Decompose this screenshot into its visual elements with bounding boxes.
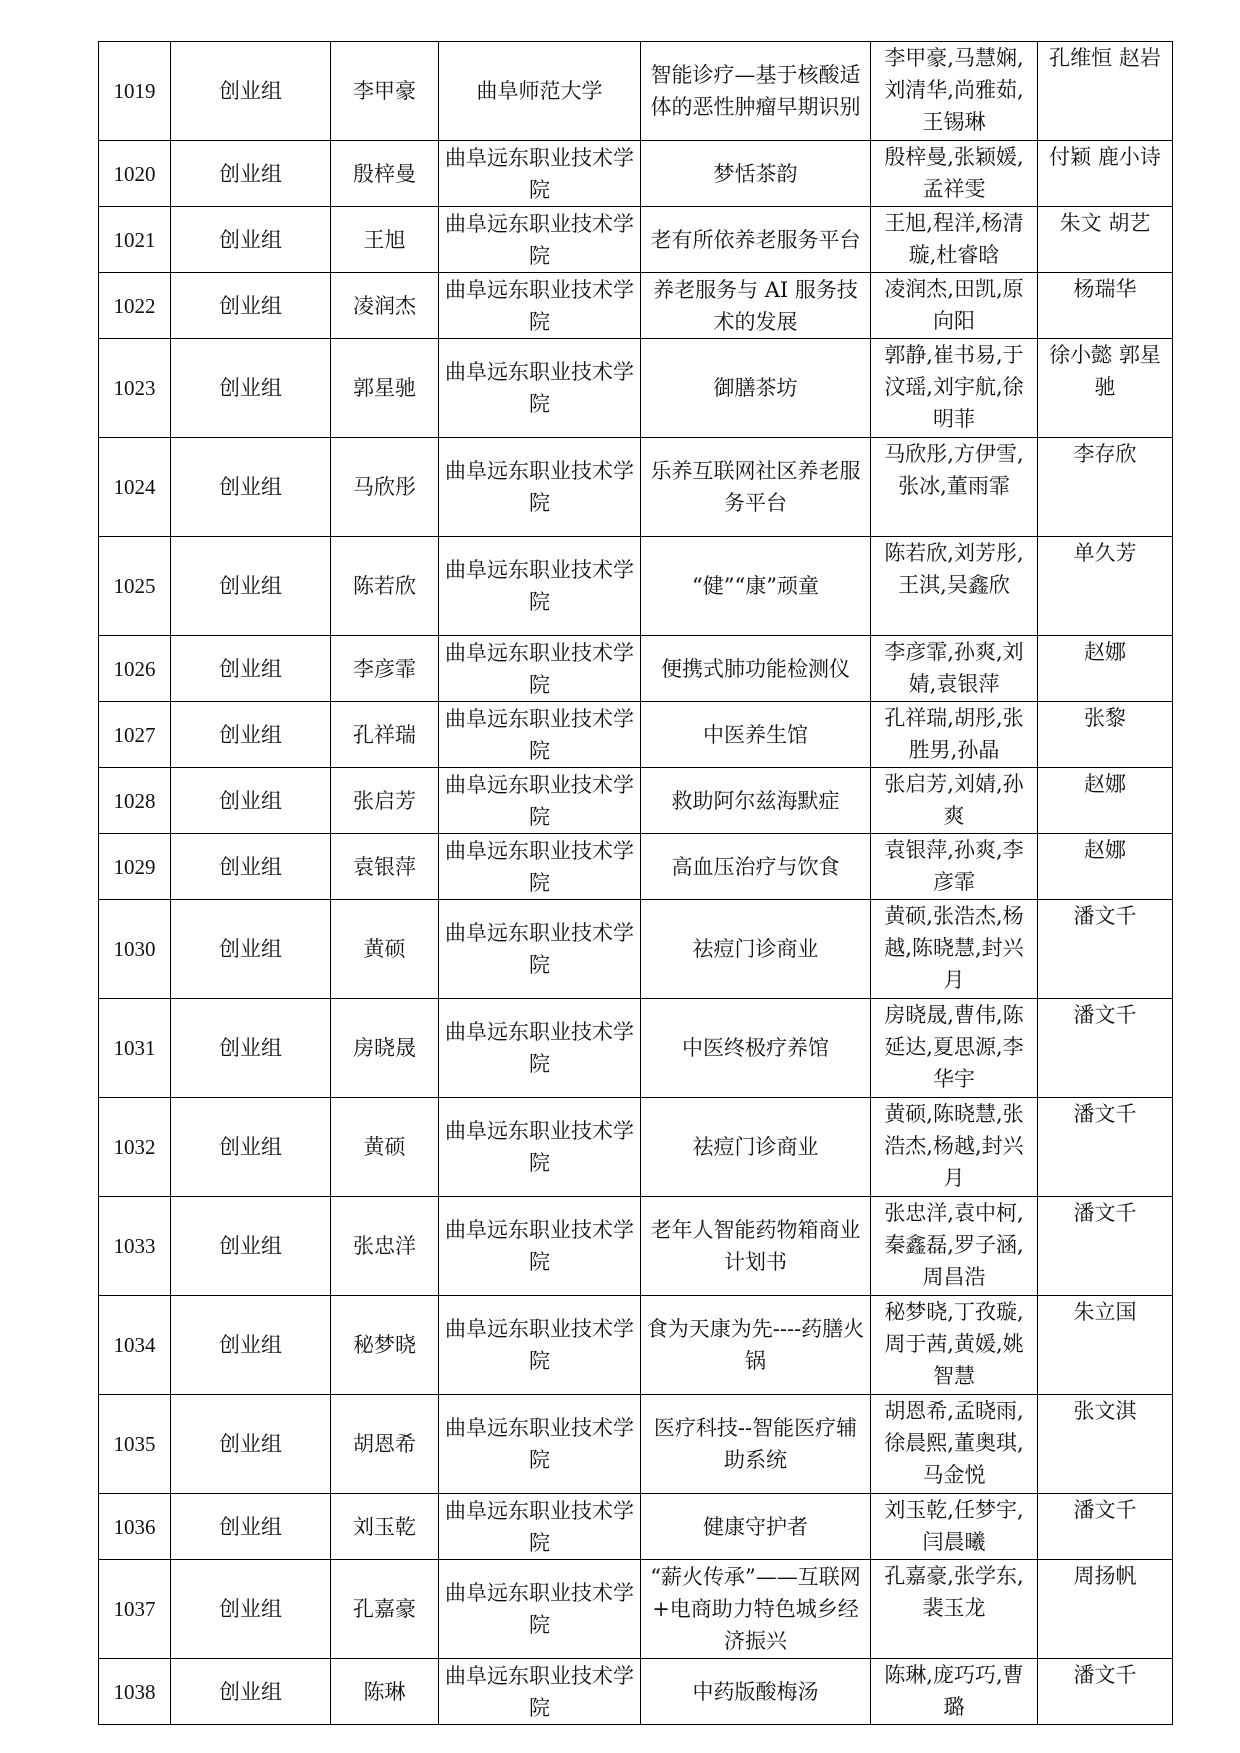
cell-advisor: 朱立国 [1038,1296,1173,1395]
cell-project: 祛痘门诊商业 [641,900,871,999]
table-row [99,339,1173,438]
table-row [99,141,1173,207]
cell-leader: 马欣彤 [331,438,439,537]
cell-advisor: 赵娜 [1038,636,1173,702]
cell-members: 刘玉乾,任梦宇,闫晨曦 [871,1494,1038,1560]
table-row [99,207,1173,273]
cell-leader: 秘梦晓 [331,1296,439,1395]
cell-school: 曲阜远东职业技术学院 [439,339,641,438]
cell-members: 马欣彤,方伊雪,张冰,董雨霏 [871,438,1038,537]
cell-advisor: 潘文千 [1038,999,1173,1098]
cell-project: 祛痘门诊商业 [641,1098,871,1197]
cell-school: 曲阜远东职业技术学院 [439,1395,641,1494]
roster-table [98,41,1173,1725]
cell-advisor: 杨瑞华 [1038,273,1173,339]
cell-group: 创业组 [171,1494,331,1560]
cell-school: 曲阜远东职业技术学院 [439,999,641,1098]
cell-project: 中医养生馆 [641,702,871,768]
cell-project: 食为天康为先----药膳火锅 [641,1296,871,1395]
cell-leader: 孔祥瑞 [331,702,439,768]
table-row [99,1197,1173,1296]
cell-leader: 郭星驰 [331,339,439,438]
cell-project: 中医终极疗养馆 [641,999,871,1098]
cell-id: 1024 [99,438,171,537]
cell-leader: 胡恩希 [331,1395,439,1494]
cell-school: 曲阜远东职业技术学院 [439,273,641,339]
table-row [99,438,1173,537]
cell-advisor: 李存欣 [1038,438,1173,537]
cell-school: 曲阜远东职业技术学院 [439,768,641,834]
cell-leader: 孔嘉豪 [331,1560,439,1659]
cell-group: 创业组 [171,537,331,636]
cell-members: 秘梦晓,丁孜璇,周于茜,黄媛,姚智慧 [871,1296,1038,1395]
cell-group: 创业组 [171,768,331,834]
cell-leader: 张启芳 [331,768,439,834]
cell-members: 黄硕,张浩杰,杨越,陈晓慧,封兴月 [871,900,1038,999]
cell-id: 1021 [99,207,171,273]
cell-group: 创业组 [171,1659,331,1725]
cell-project: 高血压治疗与饮食 [641,834,871,900]
cell-members: 李甲豪,马慧娴,刘清华,尚雅茹,王锡琳 [871,42,1038,141]
cell-leader: 张忠洋 [331,1197,439,1296]
cell-group: 创业组 [171,900,331,999]
table-row [99,636,1173,702]
cell-project: “薪火传承”——互联网+电商助力特色城乡经济振兴 [641,1560,871,1659]
cell-id: 1028 [99,768,171,834]
cell-group: 创业组 [171,834,331,900]
cell-id: 1037 [99,1560,171,1659]
table-row [99,999,1173,1098]
cell-group: 创业组 [171,1296,331,1395]
cell-id: 1026 [99,636,171,702]
cell-advisor: 潘文千 [1038,1197,1173,1296]
cell-group: 创业组 [171,141,331,207]
cell-leader: 黄硕 [331,900,439,999]
cell-members: 陈若欣,刘芳彤,王淇,吴鑫欣 [871,537,1038,636]
cell-group: 创业组 [171,339,331,438]
cell-project: 乐养互联网社区养老服务平台 [641,438,871,537]
cell-leader: 黄硕 [331,1098,439,1197]
cell-project: 老年人智能药物箱商业计划书 [641,1197,871,1296]
table-row [99,1296,1173,1395]
cell-id: 1027 [99,702,171,768]
cell-school: 曲阜师范大学 [439,42,641,141]
cell-id: 1034 [99,1296,171,1395]
cell-id: 1038 [99,1659,171,1725]
cell-advisor: 潘文千 [1038,900,1173,999]
cell-members: 郭静,崔书易,于汶瑶,刘宇航,徐明菲 [871,339,1038,438]
cell-school: 曲阜远东职业技术学院 [439,636,641,702]
cell-members: 陈琳,庞巧巧,曹璐 [871,1659,1038,1725]
cell-members: 胡恩希,孟晓雨,徐晨熙,董奥琪,马金悦 [871,1395,1038,1494]
cell-id: 1030 [99,900,171,999]
cell-id: 1019 [99,42,171,141]
cell-group: 创业组 [171,1197,331,1296]
cell-group: 创业组 [171,438,331,537]
cell-members: 王旭,程洋,杨清璇,杜睿晗 [871,207,1038,273]
cell-id: 1022 [99,273,171,339]
table-row [99,1659,1173,1725]
table-row [99,702,1173,768]
cell-group: 创业组 [171,207,331,273]
cell-members: 殷梓曼,张颖媛,孟祥雯 [871,141,1038,207]
cell-id: 1031 [99,999,171,1098]
cell-project: 救助阿尔兹海默症 [641,768,871,834]
cell-advisor: 潘文千 [1038,1659,1173,1725]
cell-school: 曲阜远东职业技术学院 [439,702,641,768]
cell-advisor: 张文淇 [1038,1395,1173,1494]
cell-members: 张忠洋,袁中柯,秦鑫磊,罗子涵,周昌浩 [871,1197,1038,1296]
cell-leader: 刘玉乾 [331,1494,439,1560]
cell-leader: 房晓晟 [331,999,439,1098]
cell-group: 创业组 [171,1560,331,1659]
cell-school: 曲阜远东职业技术学院 [439,834,641,900]
table-row [99,1560,1173,1659]
cell-id: 1025 [99,537,171,636]
cell-group: 创业组 [171,1395,331,1494]
cell-leader: 李彦霏 [331,636,439,702]
cell-school: 曲阜远东职业技术学院 [439,900,641,999]
cell-members: 孔祥瑞,胡彤,张胜男,孙晶 [871,702,1038,768]
cell-id: 1036 [99,1494,171,1560]
cell-group: 创业组 [171,42,331,141]
cell-id: 1023 [99,339,171,438]
cell-leader: 陈若欣 [331,537,439,636]
table-row [99,1395,1173,1494]
cell-project: 中药版酸梅汤 [641,1659,871,1725]
cell-school: 曲阜远东职业技术学院 [439,1560,641,1659]
cell-school: 曲阜远东职业技术学院 [439,1494,641,1560]
table-row [99,834,1173,900]
cell-advisor: 潘文千 [1038,1494,1173,1560]
table-row [99,42,1173,141]
cell-project: 便携式肺功能检测仪 [641,636,871,702]
cell-group: 创业组 [171,702,331,768]
roster-body [99,42,1173,1725]
cell-advisor: 单久芳 [1038,537,1173,636]
table-row [99,1494,1173,1560]
cell-project: 老有所依养老服务平台 [641,207,871,273]
cell-id: 1020 [99,141,171,207]
cell-leader: 王旭 [331,207,439,273]
cell-id: 1032 [99,1098,171,1197]
cell-members: 黄硕,陈晓慧,张浩杰,杨越,封兴月 [871,1098,1038,1197]
cell-leader: 袁银萍 [331,834,439,900]
cell-id: 1035 [99,1395,171,1494]
table-row [99,537,1173,636]
cell-advisor: 赵娜 [1038,768,1173,834]
table-row [99,768,1173,834]
cell-project: “健”“康”顽童 [641,537,871,636]
cell-advisor: 付颖 鹿小诗 [1038,141,1173,207]
cell-project: 御膳茶坊 [641,339,871,438]
cell-leader: 殷梓曼 [331,141,439,207]
cell-members: 孔嘉豪,张学东,裴玉龙 [871,1560,1038,1659]
cell-school: 曲阜远东职业技术学院 [439,207,641,273]
cell-project: 健康守护者 [641,1494,871,1560]
table-row [99,273,1173,339]
cell-school: 曲阜远东职业技术学院 [439,537,641,636]
cell-project: 梦恬茶韵 [641,141,871,207]
table-row [99,1098,1173,1197]
cell-advisor: 孔维恒 赵岩 [1038,42,1173,141]
cell-members: 凌润杰,田凯,原向阳 [871,273,1038,339]
cell-id: 1033 [99,1197,171,1296]
cell-school: 曲阜远东职业技术学院 [439,141,641,207]
cell-school: 曲阜远东职业技术学院 [439,1197,641,1296]
cell-group: 创业组 [171,273,331,339]
cell-group: 创业组 [171,999,331,1098]
cell-project: 养老服务与 AI 服务技术的发展 [641,273,871,339]
cell-school: 曲阜远东职业技术学院 [439,1659,641,1725]
cell-school: 曲阜远东职业技术学院 [439,1098,641,1197]
cell-advisor: 朱文 胡艺 [1038,207,1173,273]
cell-leader: 李甲豪 [331,42,439,141]
table-row [99,900,1173,999]
cell-members: 袁银萍,孙爽,李彦霏 [871,834,1038,900]
cell-advisor: 张黎 [1038,702,1173,768]
cell-project: 医疗科技--智能医疗辅助系统 [641,1395,871,1494]
cell-members: 张启芳,刘婧,孙爽 [871,768,1038,834]
cell-id: 1029 [99,834,171,900]
cell-group: 创业组 [171,636,331,702]
cell-members: 房晓晟,曹伟,陈延达,夏思源,李华宇 [871,999,1038,1098]
cell-advisor: 周扬帆 [1038,1560,1173,1659]
cell-group: 创业组 [171,1098,331,1197]
cell-leader: 陈琳 [331,1659,439,1725]
cell-leader: 凌润杰 [331,273,439,339]
cell-project: 智能诊疗—基于核酸适体的恶性肿瘤早期识别 [641,42,871,141]
cell-advisor: 潘文千 [1038,1098,1173,1197]
cell-members: 李彦霏,孙爽,刘婧,袁银萍 [871,636,1038,702]
cell-advisor: 赵娜 [1038,834,1173,900]
cell-school: 曲阜远东职业技术学院 [439,438,641,537]
cell-advisor: 徐小懿 郭星驰 [1038,339,1173,438]
cell-school: 曲阜远东职业技术学院 [439,1296,641,1395]
